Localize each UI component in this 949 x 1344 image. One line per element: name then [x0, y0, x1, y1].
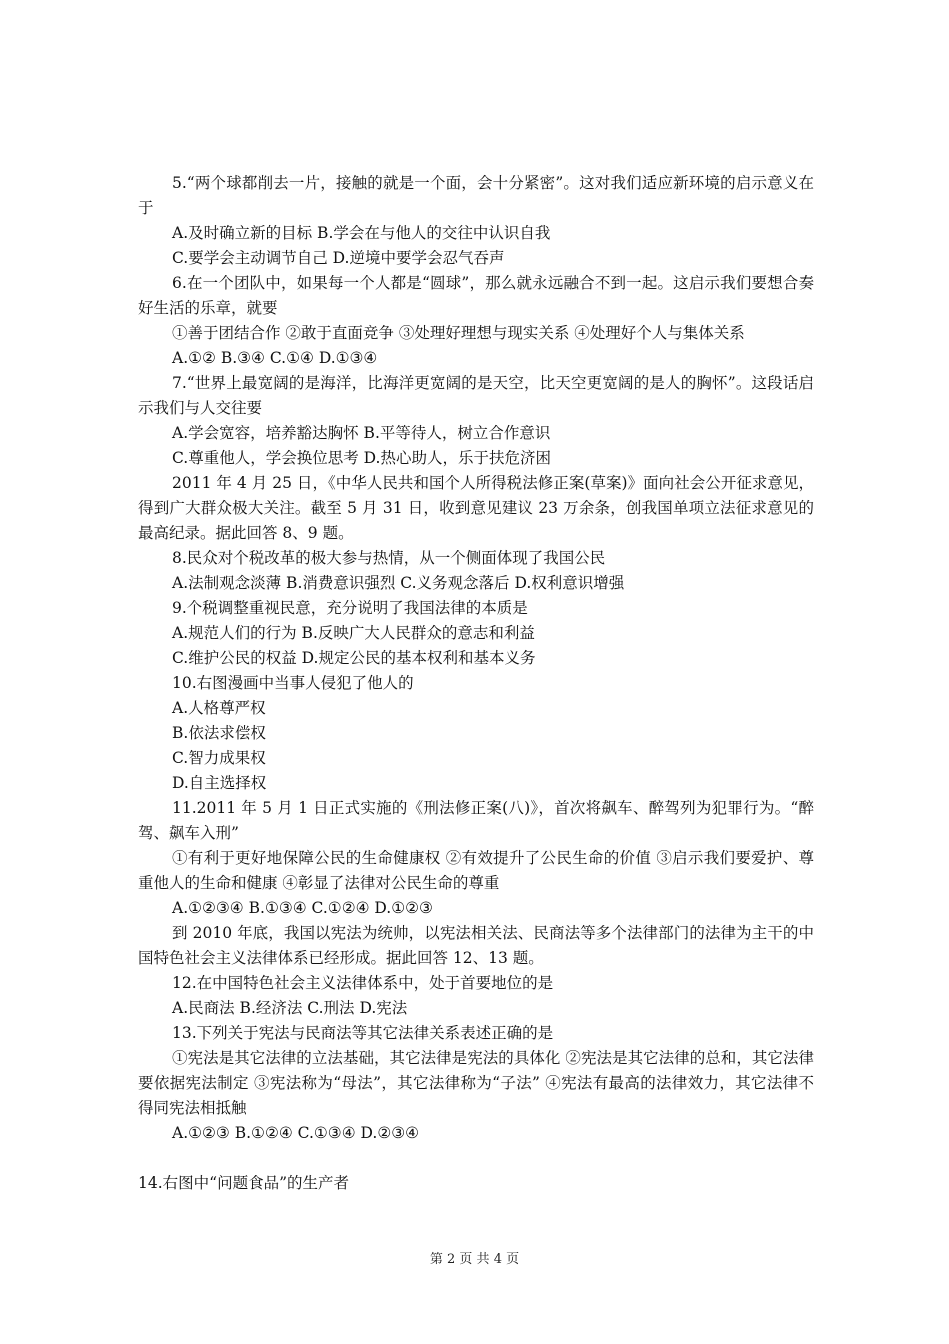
- page-body: [138, 171, 814, 1196]
- paragraph: A.学会宽容，培养豁达胸怀 B.平等待人，树立合作意识: [172, 424, 551, 442]
- paragraph: A.①②③ B.①②④ C.①③④ D.②③④: [172, 1124, 420, 1142]
- paragraph: 13.下列关于宪法与民商法等其它法律关系表述正确的是: [172, 1024, 554, 1042]
- paragraph: A.法制观念淡薄 B.消费意识强烈 C.义务观念落后 D.权利意识增强: [172, 574, 625, 592]
- paragraph: B.依法求偿权: [172, 724, 266, 742]
- paragraph: A.及时确立新的目标 B.学会在与他人的交往中认识自我: [172, 224, 551, 242]
- paragraph: A.①② B.③④ C.①④ D.①③④: [172, 349, 378, 367]
- paragraph: ①有利于更好地保障公民的生命健康权 ②有效提升了公民生命的价值 ③启示我们要爱护、尊重他人的生命和健康 ④彰显了法律对公民生命的尊重: [138, 849, 814, 892]
- paragraph: 10.右图漫画中当事人侵犯了他人的: [172, 674, 414, 692]
- paragraph: C.尊重他人，学会换位思考 D.热心助人，乐于扶危济困: [172, 449, 551, 467]
- paragraph: 6.在一个团队中，如果每一个人都是“圆球”，那么就永远融合不到一起。这启示我们要想合奏好生活的乐章，就要: [138, 274, 814, 317]
- page-footer: 第 2 页 共 4 页: [429, 1252, 520, 1267]
- paragraph: ①宪法是其它法律的立法基础，其它法律是宪法的具体化 ②宪法是其它法律的总和，其它法律要依据宪法制定 ③宪法称为“母法”，其它法律称为“子法” ④宪法有最高的法律效力，其它法律不得同宪法相抵触: [138, 1049, 814, 1117]
- paragraph: 7.“世界上最宽阔的是海洋，比海洋更宽阔的是天空，比天空更宽阔的是人的胸怀”。这段话启示我们与人交往要: [138, 374, 814, 417]
- paragraph: 12.在中国特色社会主义法律体系中，处于首要地位的是: [172, 974, 554, 992]
- paragraph: A.①②③④ B.①③④ C.①②④ D.①②③: [172, 899, 433, 917]
- paragraph: 到 2010 年底，我国以宪法为统帅，以宪法相关法、民商法等多个法律部门的法律为主干的中国特色社会主义法律体系已经形成。据此回答 12、13 题。: [138, 924, 814, 967]
- paragraph: A.人格尊严权: [172, 699, 266, 717]
- paragraph: A.民商法 B.经济法 C.刑法 D.宪法: [172, 999, 408, 1017]
- paragraph: C.智力成果权: [172, 749, 266, 767]
- paragraph: C.维护公民的权益 D.规定公民的基本权利和基本义务: [172, 649, 536, 667]
- paragraph: 2011 年 4 月 25 日，《中华人民共和国个人所得税法修正案(草案)》面向社会公开征求意见，得到广大群众极大关注。截至 5 月 31 日，收到意见建议 23 万余条，创我国单项立法征求意见的最高纪录。据此回答 8、9 题。: [138, 474, 814, 542]
- paragraph: D.自主选择权: [172, 774, 267, 792]
- paragraph: C.要学会主动调节自己 D.逆境中要学会忍气吞声: [172, 249, 505, 267]
- paragraph: A.规范人们的行为 B.反映广大人民群众的意志和利益: [172, 624, 535, 642]
- paragraph: ①善于团结合作 ②敢于直面竞争 ③处理好理想与现实关系 ④处理好个人与集体关系: [172, 324, 745, 342]
- paragraph: 11.2011 年 5 月 1 日正式实施的《刑法修正案(八)》，首次将飙车、醉驾列为犯罪行为。“醉驾、飙车入刑”: [138, 799, 814, 842]
- paragraph: 9.个税调整重视民意，充分说明了我国法律的本质是: [172, 599, 528, 617]
- paragraph: 14.右图中“问题食品”的生产者: [138, 1174, 349, 1192]
- paragraph: 5.“两个球都削去一片，接触的就是一个面，会十分紧密”。这对我们适应新环境的启示意义在于: [138, 174, 814, 217]
- blank-line: [138, 1146, 814, 1171]
- paragraph: 8.民众对个税改革的极大参与热情，从一个侧面体现了我国公民: [172, 549, 606, 567]
